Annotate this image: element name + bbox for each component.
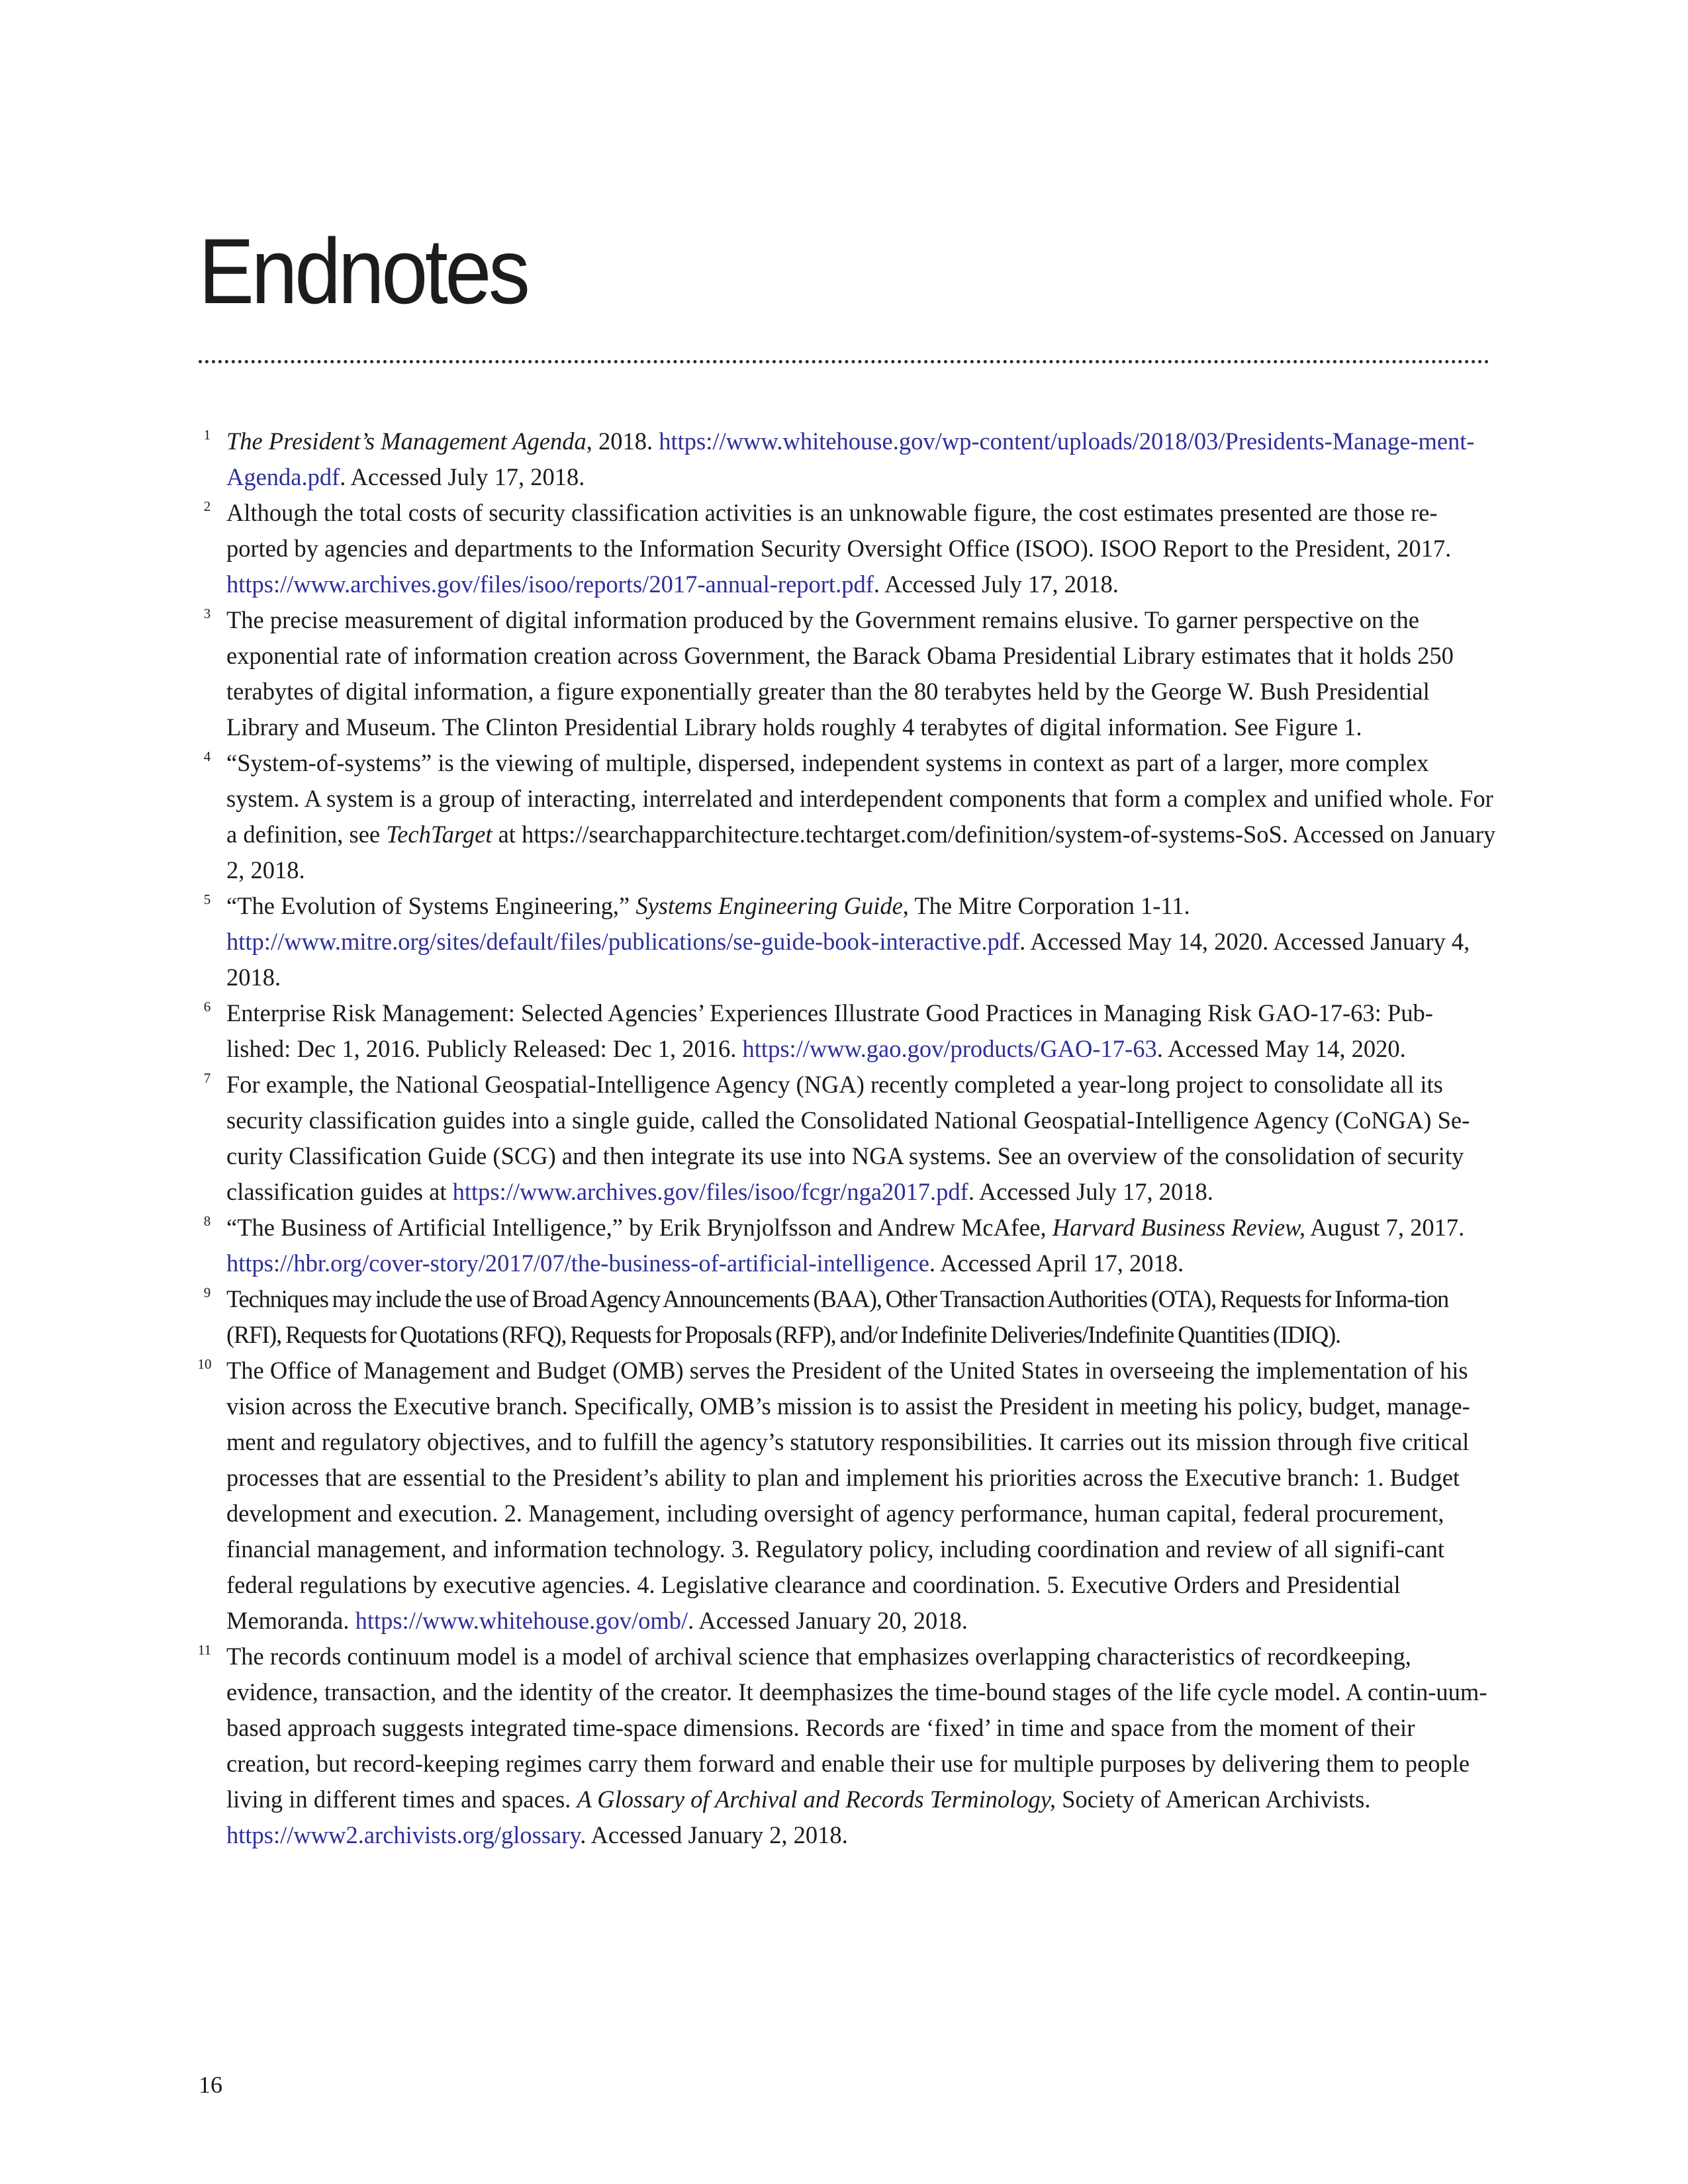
endnote-10 xyxy=(199,1353,1496,1639)
endnote-link[interactable]: https://www.archives.gov/files/isoo/reports/2017-annual-report.pdf xyxy=(226,570,874,598)
endnote-11 xyxy=(199,1639,1496,1853)
endnote-6 xyxy=(199,995,1496,1067)
citation-title: TechTarget xyxy=(386,821,492,848)
page-title: Endnotes xyxy=(199,219,528,323)
endnote-number: 2 xyxy=(203,498,211,514)
citation-title: A Glossary of Archival and Records Terminology, xyxy=(577,1786,1056,1813)
endnote-text: August 7, 2017. xyxy=(1305,1214,1465,1241)
endnote-text: . Accessed April 17, 2018. xyxy=(929,1250,1184,1277)
endnote-text: The precise measurement of digital information produced by the Government remains elusive. To garner perspective on the exponential rate of information creation across Government, the Barack Obama Presidential Library estimates that it holds 250 terabytes of digital information, a figure exponentially greater than the 80 terabytes held by the George W. Bush Presidential Library and Museum. The Clinton Presidential Library holds roughly 4 terabytes of digital information. See Figure 1. xyxy=(226,606,1454,741)
endnote-text: Enterprise Risk Management: Selected Agencies’ Experiences Illustrate Good Practices in Managing Risk GAO-17-63: Pub-lished: Dec 1, 2016. Publicly Released: Dec 1, 2016. xyxy=(226,999,1433,1062)
endnote-text: , The Mitre Corporation 1-11. xyxy=(902,892,1190,919)
endnote-number: 1 xyxy=(203,427,211,443)
endnote-number: 8 xyxy=(203,1213,211,1229)
endnote-text: at https://searchapparchitecture.techtarget.com/definition/system-of-systems-SoS. Accessed on January 2, 2018. xyxy=(226,821,1496,884)
endnote-number: 9 xyxy=(203,1285,211,1300)
endnote-text: Although the total costs of security classification activities is an unknowable figure, the cost estimates presented are those re-ported by agencies and departments to the Information Security Oversight Office (ISOO). ISOO Report to the President, 2017. xyxy=(226,499,1452,562)
endnote-9 xyxy=(199,1281,1496,1353)
endnote-text: The Office of Management and Budget (OMB) serves the President of the United States in overseeing the implementation of his vision across the Executive branch. Specifically, OMB’s mission is to assist the President in meeting his policy, budget, manage-ment and regulatory objectives, and to fulfill the agency’s statutory responsibilities. It carries out its mission through five critical processes that are essential to the President’s ability to plan and implement his priorities across the Executive branch: 1. Budget development and execution. 2. Management, including oversight of agency performance, human capital, federal procurement, financial management, and information technology. 3. Regulatory policy, including coordination and review of all signifi-cant federal regulations by executive agencies. 4. Legislative clearance and coordination. 5. Executive Orders and Presidential Memoranda. xyxy=(226,1357,1470,1634)
endnote-text: . Accessed May 14, 2020. xyxy=(1156,1035,1406,1062)
citation-title: Systems Engineering Guide xyxy=(635,892,903,919)
endnote-number: 10 xyxy=(197,1356,212,1372)
endnote-text: “System-of-systems” is the viewing of multiple, dispersed, independent systems in context as part of a larger, more complex system. A system is a group of interacting, interrelated and interdependent components that form a complex and unified whole. For a definition, see xyxy=(226,749,1493,848)
endnote-2 xyxy=(199,495,1496,602)
citation-title: The President’s Management Agenda xyxy=(226,428,586,455)
endnote-number: 11 xyxy=(197,1642,212,1658)
endnote-link[interactable]: https://www.archives.gov/files/isoo/fcgr/nga2017.pdf xyxy=(452,1178,968,1205)
endnote-text: Techniques may include the use of Broad Agency Announcements (BAA), Other Transaction Authorities (OTA), Requests for Informa-tion (RFI), Requests for Quotations (RFQ), Requests for Proposals (RFP), and/or Indefinite Deliveries/Indefinite Quantities (IDIQ). xyxy=(226,1285,1449,1348)
endnote-4 xyxy=(199,745,1496,888)
endnotes-list xyxy=(199,424,1496,1853)
endnote-text: Society of American Archivists. xyxy=(1056,1786,1371,1813)
endnote-1 xyxy=(199,424,1496,495)
dotted-divider xyxy=(199,360,1489,363)
endnote-text: The records continuum model is a model of archival science that emphasizes overlapping characteristics of recordkeeping, evidence, transaction, and the identity of the creator. It deemphasizes the time-bound stages of the life cycle model. A contin-uum-based approach suggests integrated time-space dimensions. Records are ‘fixed’ in time and space from the moment of their creation, but record-keeping regimes carry them forward and enable their use for multiple purposes by delivering them to people living in different times and spaces. xyxy=(226,1643,1487,1813)
endnote-link[interactable]: https://www.whitehouse.gov/omb/ xyxy=(355,1607,688,1634)
endnote-link[interactable]: http://www.mitre.org/sites/default/files/publications/se-guide-book-interactive.pdf xyxy=(226,928,1020,955)
endnote-link[interactable]: https://www2.archivists.org/glossary xyxy=(226,1821,581,1848)
endnote-8 xyxy=(199,1210,1496,1281)
endnote-number: 7 xyxy=(203,1070,211,1086)
endnote-link[interactable]: https://hbr.org/cover-story/2017/07/the-business-of-artificial-intelligence xyxy=(226,1250,929,1277)
endnote-number: 5 xyxy=(203,891,211,907)
endnote-number: 3 xyxy=(203,606,211,621)
endnote-number: 4 xyxy=(203,749,211,764)
page-number: 16 xyxy=(199,2071,222,2098)
endnote-text: , 2018. xyxy=(586,428,659,455)
citation-title: Harvard Business Review, xyxy=(1052,1214,1305,1241)
endnote-text: “The Evolution of Systems Engineering,” xyxy=(226,892,636,919)
endnote-5 xyxy=(199,888,1496,995)
endnote-3 xyxy=(199,602,1496,745)
endnote-text: . Accessed July 17, 2018. xyxy=(340,463,585,490)
endnote-link[interactable]: https://www.whitehouse.gov/wp-content/uploads/2018/03/Presidents-Manage-ment-Agenda.pdf xyxy=(226,428,1475,490)
endnote-number: 6 xyxy=(203,999,211,1015)
endnote-text: . Accessed July 17, 2018. xyxy=(873,570,1119,598)
endnote-text: . Accessed January 2, 2018. xyxy=(580,1821,848,1848)
endnote-text: . Accessed January 20, 2018. xyxy=(688,1607,968,1634)
endnote-7 xyxy=(199,1067,1496,1210)
endnote-text: For example, the National Geospatial-Intelligence Agency (NGA) recently completed a year-long project to consolidate all its security classification guides into a single guide, called the Consolidated National Geospatial-Intelligence Agency (CoNGA) Se-curity Classification Guide (SCG) and then integrate its use into NGA systems. See an overview of the consolidation of security classification guides at xyxy=(226,1071,1470,1205)
endnote-text: “The Business of Artificial Intelligence,” by Erik Brynjolfsson and Andrew McAfee, xyxy=(226,1214,1053,1241)
endnote-text: . Accessed July 17, 2018. xyxy=(968,1178,1213,1205)
endnote-text: . Accessed May 14, 2020. Accessed January 4, 2018. xyxy=(226,928,1470,991)
endnote-link[interactable]: https://www.gao.gov/products/GAO-17-63 xyxy=(742,1035,1157,1062)
